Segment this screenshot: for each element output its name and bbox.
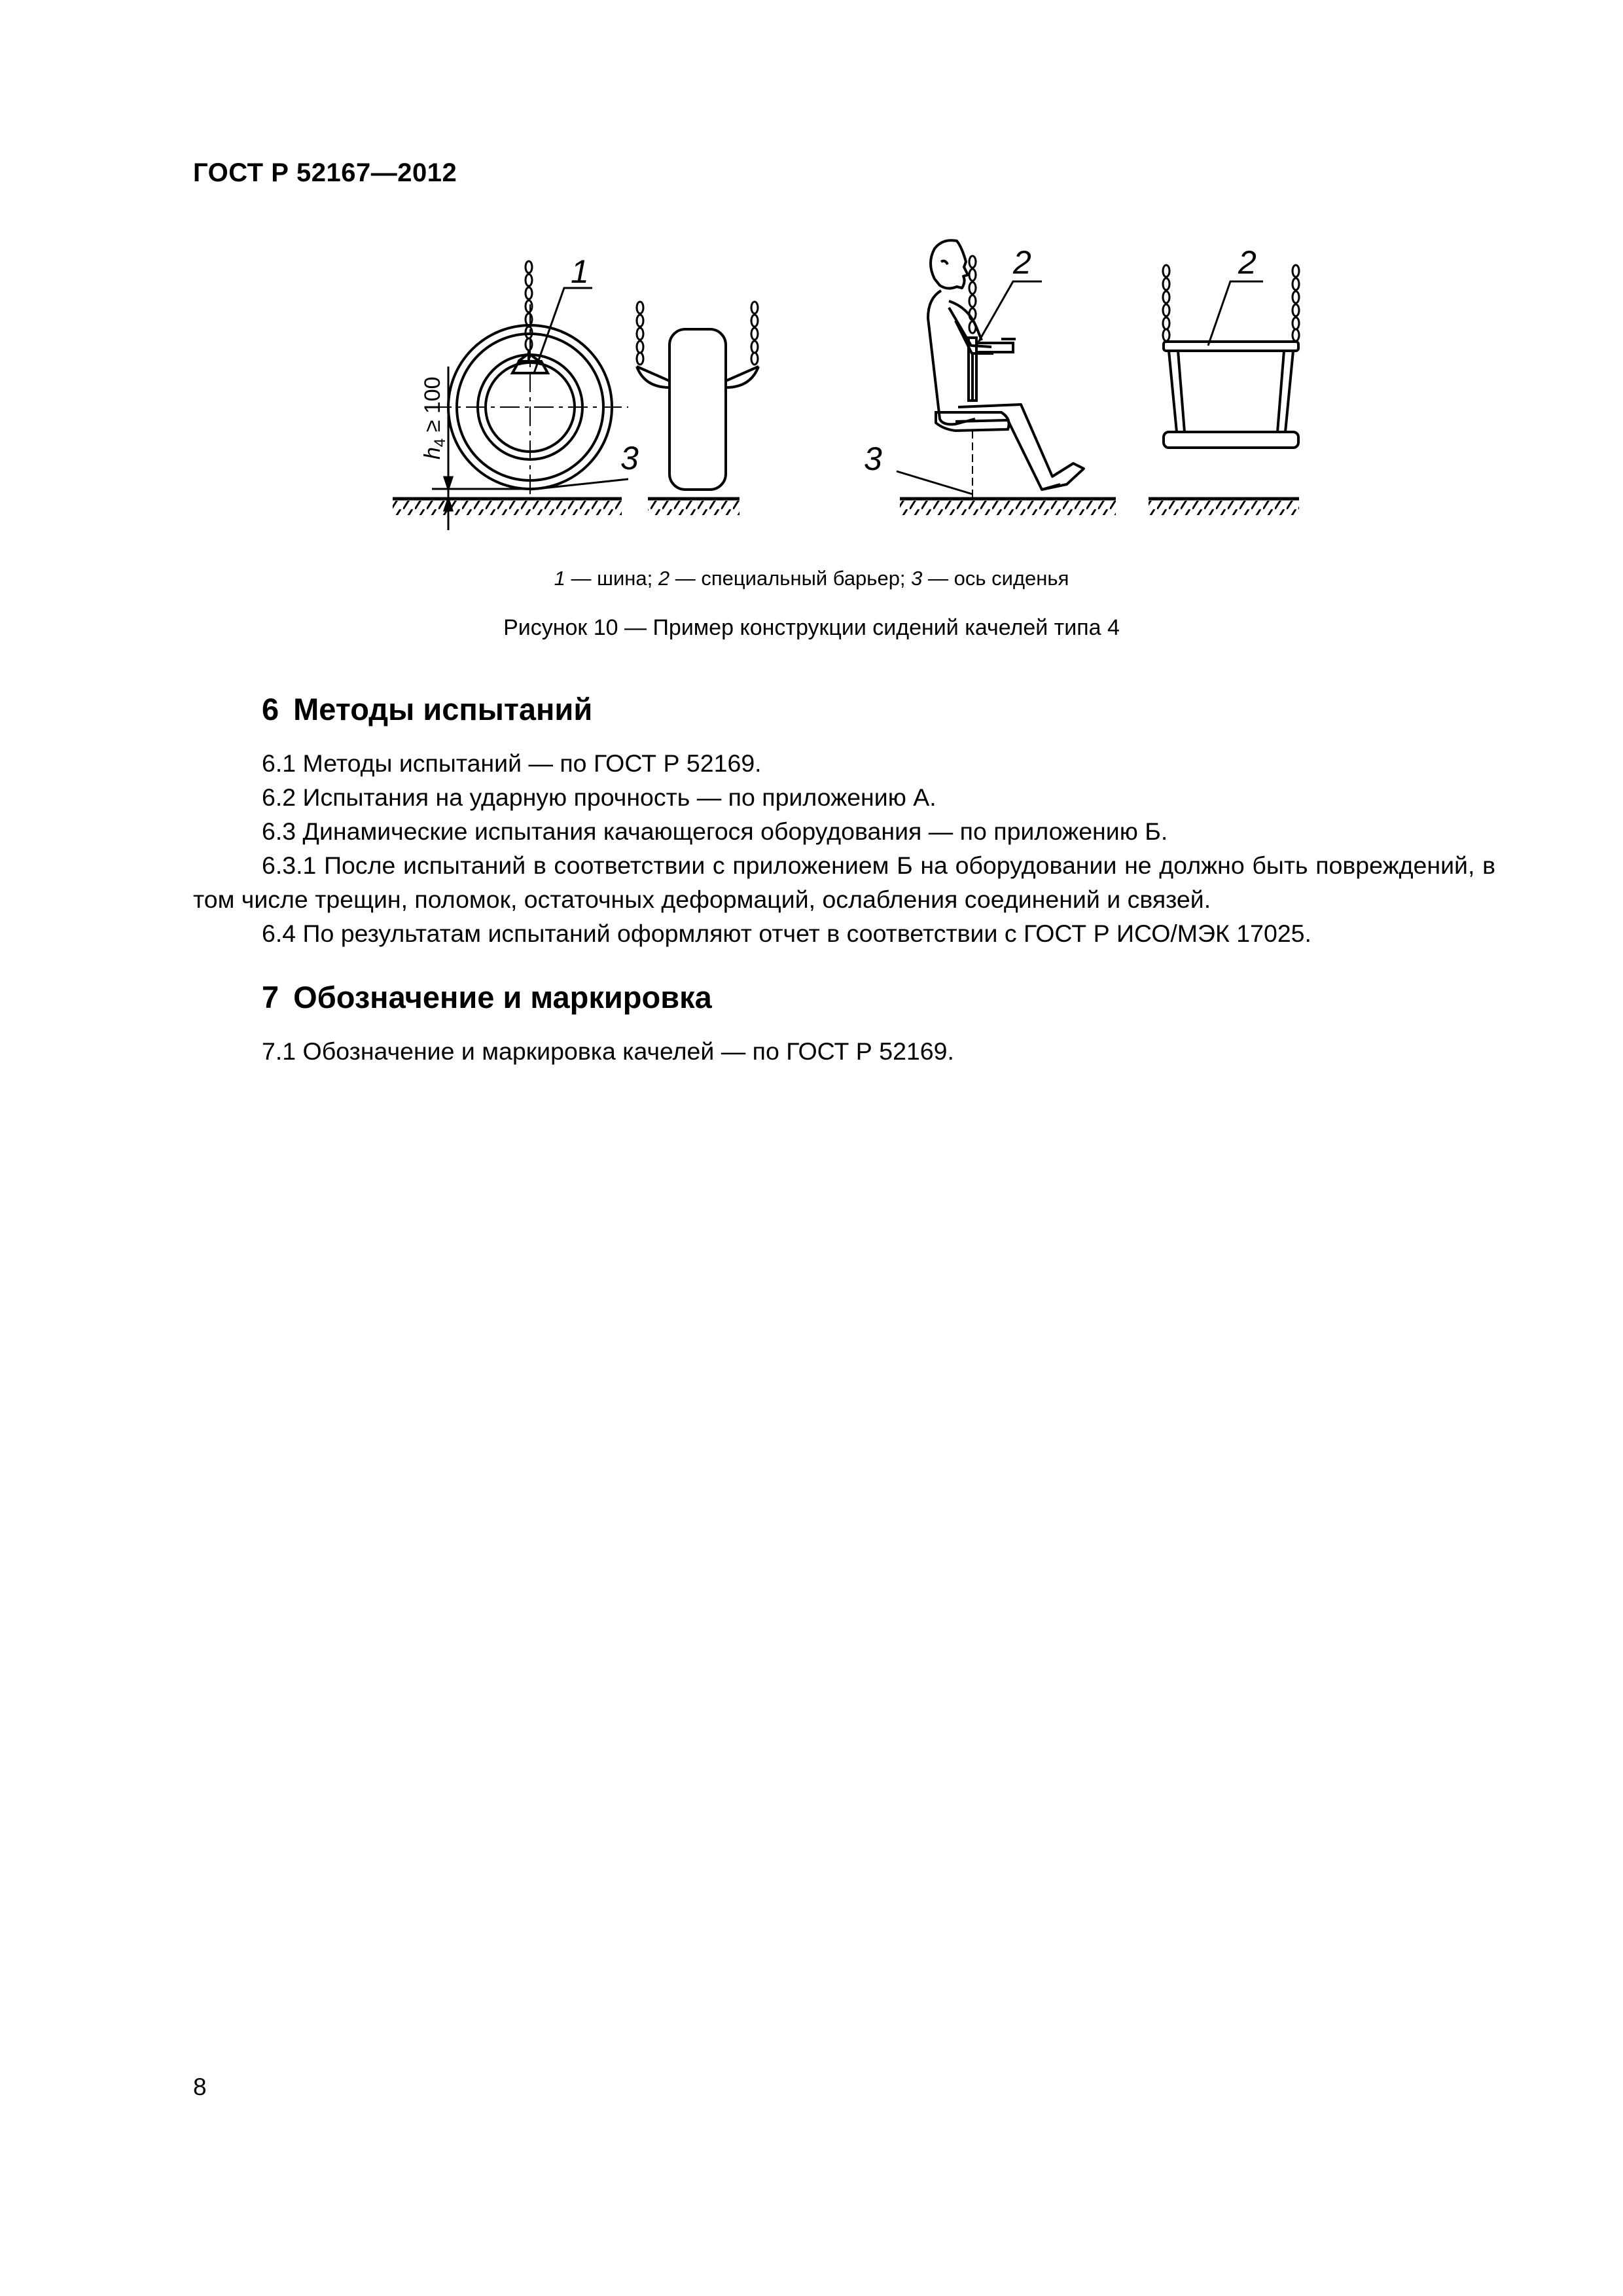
paragraph-6-4: 6.4 По результатам испытаний оформляют отчет в соответствии с ГОСТ Р ИСО/МЭК 17025. — [262, 920, 1311, 947]
legend-text-3: — ось сиденья — [922, 567, 1069, 590]
tire-side-chains — [637, 302, 758, 365]
hatch-3 — [900, 501, 1116, 515]
leader-2-child — [976, 281, 1042, 346]
barrier-tray — [969, 338, 1016, 401]
paragraph-6-1: 6.1 Методы испытаний — по ГОСТ Р 52169. — [262, 749, 762, 777]
paragraph-7-1: 7.1 Обозначение и маркировка качелей — по ГОСТ Р 52169. — [262, 1037, 954, 1065]
page-number: 8 — [193, 2073, 207, 2100]
figure-legend — [0, 567, 1623, 590]
document-header: ГОСТ Р 52167—2012 — [193, 158, 457, 187]
section-6-title: Методы испытаний — [293, 692, 593, 726]
leader-3-child — [897, 471, 972, 494]
label-3-child: 3 — [864, 440, 882, 477]
label-2-bucket: 2 — [1238, 244, 1257, 281]
bucket-seat — [1164, 342, 1298, 448]
leader-1 — [534, 288, 592, 373]
leader-3-tire — [530, 479, 628, 490]
swing-seats-drawing — [380, 236, 1329, 550]
legend-num-1: 1 — [554, 567, 565, 590]
child-figure — [928, 240, 1084, 490]
label-2-child: 2 — [1013, 244, 1031, 281]
legend-text-2: — специальный барьер; — [669, 567, 912, 590]
dimension-h4-label: $h_4 \ge 100$ — [420, 376, 449, 459]
label-1: 1 — [571, 253, 589, 290]
child-chain — [969, 256, 976, 333]
figure-caption: Рисунок 10 — Пример конструкции сидений качелей типа 4 — [503, 615, 1120, 640]
paragraph-6-2: 6.2 Испытания на ударную прочность — по приложению А. — [262, 783, 936, 811]
section-7-title: Обозначение и маркировка — [293, 980, 712, 1014]
legend-num-3: 3 — [911, 567, 923, 590]
swing-seats-figure — [380, 236, 1329, 550]
section-6-heading — [262, 691, 592, 727]
label-3-tire: 3 — [620, 440, 639, 476]
paragraph-6-3: 6.3 Динамические испытания качающегося оборудования — по приложению Б. — [262, 817, 1168, 845]
tire-side-view — [637, 329, 758, 490]
leader-2-bucket — [1208, 281, 1263, 346]
tire-chain — [526, 261, 532, 350]
section-7-heading — [262, 979, 712, 1015]
bucket-chains — [1163, 265, 1299, 341]
section-7-number: 7 — [262, 980, 279, 1014]
section-6-number: 6 — [262, 692, 279, 726]
hatch-1 — [393, 501, 622, 515]
paragraph-6-3-1: 6.3.1 После испытаний в соответствии с приложением Б на оборудовании не должно быть повреждений, в том числе трещин, поломок, остаточных деформаций, ослабления соединений и связей. — [193, 852, 1495, 913]
hatch-2 — [648, 501, 740, 515]
legend-num-2: 2 — [658, 567, 670, 590]
hatch-4 — [1149, 501, 1299, 515]
legend-text-1: — шина; — [565, 567, 658, 590]
